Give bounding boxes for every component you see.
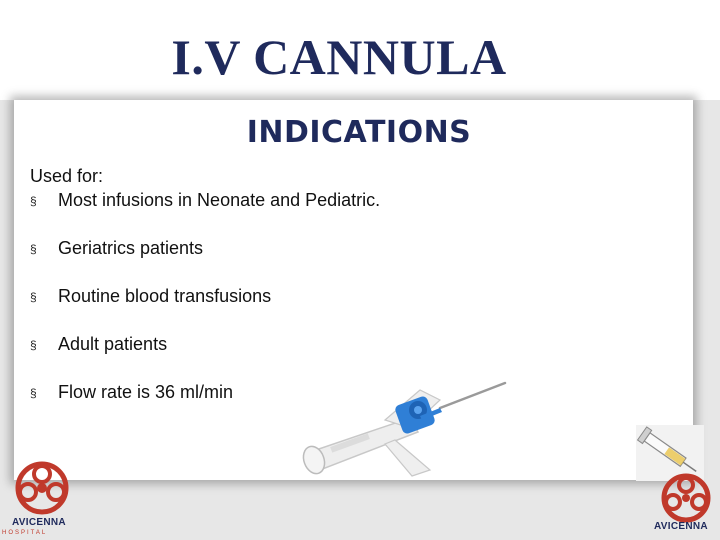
- right-logo-name: AVICENNA: [654, 521, 708, 532]
- iv-cannula-image: [290, 380, 510, 480]
- bullet-icon: §: [30, 289, 37, 304]
- list-item: [30, 190, 380, 211]
- list-item-text: Most infusions in Neonate and Pediatric.: [58, 190, 381, 210]
- bullet-icon: §: [30, 337, 37, 352]
- list-item-text: Geriatrics patients: [58, 238, 204, 258]
- list-item: [30, 286, 271, 307]
- left-logo-name: AVICENNA: [12, 517, 66, 528]
- left-logo-subtitle: HOSPITAL: [2, 530, 48, 536]
- list-item: [30, 334, 167, 355]
- bullet-icon: §: [30, 385, 37, 400]
- section-heading: INDICATIONS: [246, 115, 472, 150]
- intro-text: Used for:: [30, 166, 104, 186]
- bullet-icon: §: [30, 193, 37, 208]
- list-item-text: Adult patients: [58, 334, 168, 354]
- list-item-text: Routine blood transfusions: [58, 286, 272, 306]
- list-item-text: Flow rate is 36 ml/min: [58, 382, 234, 402]
- list-item: [30, 382, 233, 403]
- slide-title: I.V CANNULA: [171, 29, 507, 85]
- list-item: [30, 238, 203, 259]
- bullet-icon: §: [30, 241, 37, 256]
